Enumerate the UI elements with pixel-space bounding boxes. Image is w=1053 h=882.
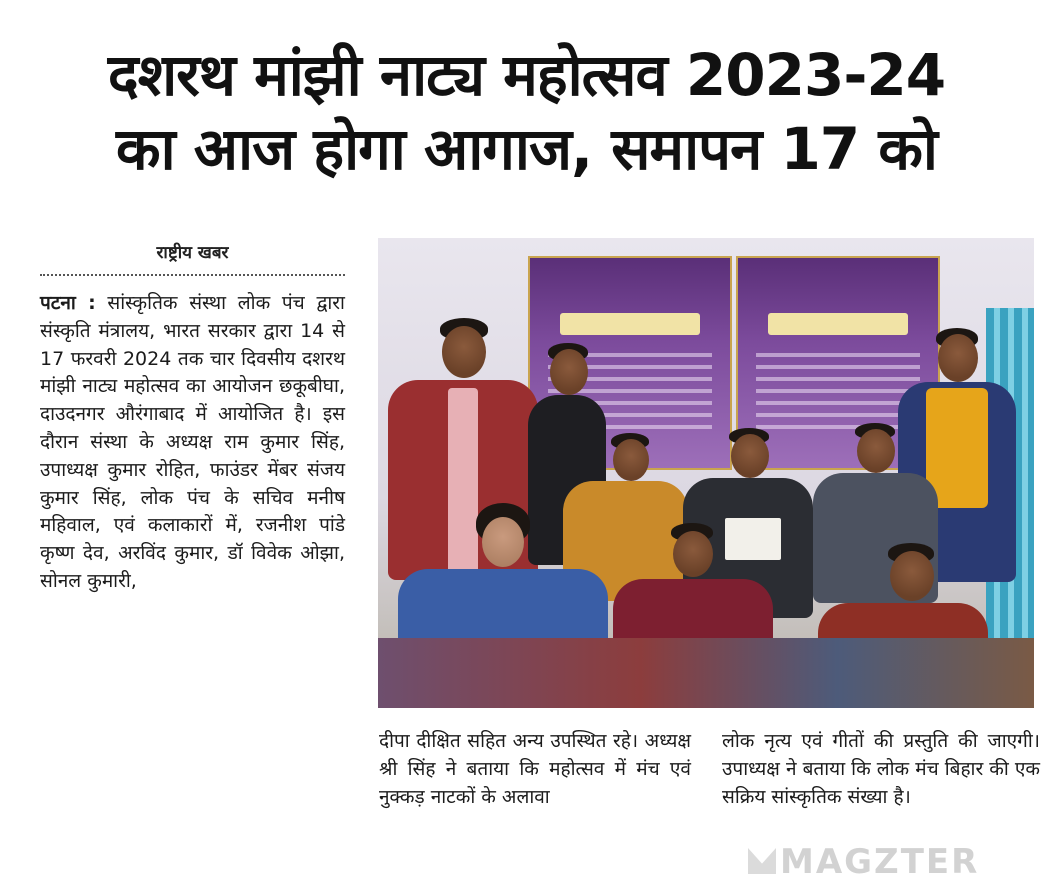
floor-rug (378, 638, 1034, 708)
article-column-middle (379, 728, 691, 811)
watermark: MAGZTER (780, 842, 980, 882)
article-text-middle: दीपा दीक्षित सहित अन्य उपस्थित रहे। अध्यक्ष श्री सिंह ने बताया कि महोत्सव में मंच एवं नुक्कड़ नाटकों के अलावा (379, 730, 691, 808)
article-column-right (722, 728, 1040, 811)
news-photo (378, 238, 1034, 708)
byline-divider (40, 274, 345, 276)
article-text-left: सांस्कृतिक संस्था लोक पंच द्वारा संस्कृति मंत्रालय, भारत सरकार द्वारा 14 से 17 फरवरी 2024 तक चार दिवसीय दशरथ मांझी नाट्य महोत्सव का आयोजन छकूबीघा, दाउदनगर औरंगाबाद में आयोजित है। इस दौरान संस्था के अध्यक्ष राम कुमार सिंह, उपाध्यक्ष कुमार रोहित, फाउंडर मेंबर संजय कुमार सिंह, लोक पंच के सचिव मनीष महिवाल, एवं कलाकारों में, रजनीश पांडे कृष्ण देव, अरविंद कुमार, डॉ विवेक ओझा, सोनल कुमारी, (40, 292, 345, 592)
watermark-logo-icon (748, 848, 776, 874)
dateline: पटना : (40, 292, 96, 314)
headline-line-2: का आज होगा आगाज, समापन 17 को (116, 115, 937, 183)
article-column-left (40, 290, 345, 596)
headline-line-1: दशरथ मांझी नाट्य महोत्सव 2023-24 (107, 41, 946, 109)
byline: राष्ट्रीय खबर (156, 243, 229, 263)
article-text-right: लोक नृत्य एवं गीतों की प्रस्तुति की जाएगी। उपाध्यक्ष ने बताया कि लोक मंच बिहार की एक सक्रिय सांस्कृतिक संख्या है। (722, 730, 1040, 808)
headline (0, 38, 1053, 186)
